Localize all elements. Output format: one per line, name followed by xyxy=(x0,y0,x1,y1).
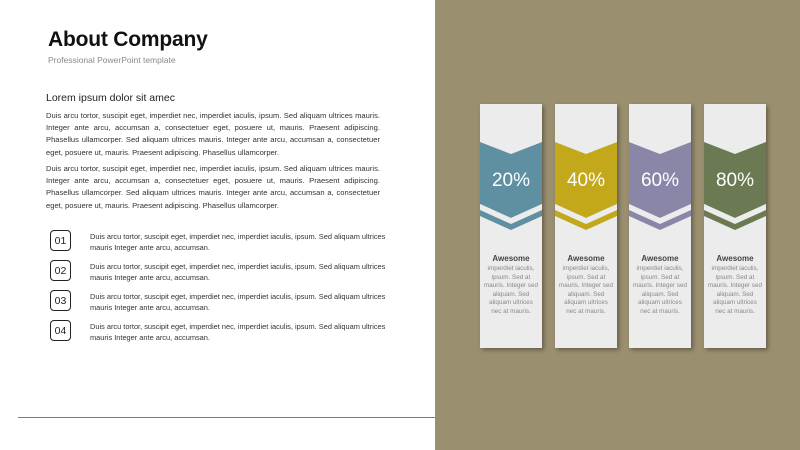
card-label: Awesome xyxy=(567,254,605,263)
list-item-text: Duis arcu tortor, suscipit eget, imperdiet nec, imperdiet iaculis, ipsum. Sed aliquam ultrices mauris Integer ante arcu, accumsan. xyxy=(90,292,386,312)
card-description: imperdiet iaculis, ipsum. Sed at mauris. Integer sed aliquam. Sed aliquam ultrices nec at mauris. xyxy=(708,265,762,315)
list-item-text: Duis arcu tortor, suscipit eget, imperdiet nec, imperdiet iaculis, ipsum. Sed aliquam ultrices mauris Integer ante arcu, accumsan. xyxy=(90,322,386,342)
section-heading: Lorem ipsum dolor sit amec xyxy=(46,92,175,104)
card-description: imperdiet iaculis, ipsum. Sed at mauris. Integer sed aliquam. Sed aliquam ultrices nec at mauris. xyxy=(633,265,687,315)
list-item xyxy=(50,290,390,316)
percentage-value: 20% xyxy=(491,170,531,191)
list-number-badge: 01 xyxy=(50,230,71,251)
list-number-badge: 04 xyxy=(50,320,71,341)
list-number-badge: 02 xyxy=(50,260,71,281)
list-item-text: Duis arcu tortor, suscipit eget, imperdiet nec, imperdiet iaculis, ipsum. Sed aliquam ultrices mauris Integer ante arcu, accumsan. xyxy=(90,232,386,252)
list-item-text: Duis arcu tortor, suscipit eget, imperdiet nec, imperdiet iaculis, ipsum. Sed aliquam ultrices mauris Integer ante arcu, accumsan. xyxy=(90,262,386,282)
bottom-divider xyxy=(18,417,435,418)
list-number-badge: 03 xyxy=(50,290,71,311)
body-paragraph-1: Duis arcu tortor, suscipit eget, imperdiet nec, imperdiet iaculis, ipsum. Sed aliquam ultrices mauris. Integer ante arcu, accumsan a, consectetuer eget, posuere ut, mauris. Praesent adipiscing. Phasellus ullamcorper. Sed aliquam ultrices mauris. Integer ante arcu, accumsan a, consectetuer eget, posuere ut, mauris. Praesent adipiscing. Phasellus ullamcorper. xyxy=(46,111,380,157)
card-description: imperdiet iaculis, ipsum. Sed at mauris. Integer sed aliquam. Sed aliquam ultrices nec at mauris. xyxy=(484,265,538,315)
page-subtitle: Professional PowerPoint template xyxy=(48,55,176,65)
percentage-card-2 xyxy=(555,104,617,348)
page-title: About Company xyxy=(48,28,208,51)
list-item xyxy=(50,320,390,346)
card-label: Awesome xyxy=(716,254,754,263)
body-paragraph-2: Duis arcu tortor, suscipit eget, imperdiet nec, imperdiet iaculis, ipsum. Sed aliquam ultrices mauris. Integer ante arcu, accumsan a, consectetuer eget, posuere ut, mauris. Praesent adipiscing. Phasellus ullamcorper. Sed aliquam ultrices mauris. Integer ante arcu, accumsan a, consectetuer eget, posuere ut, mauris. Praesent adipiscing. Phasellus ullamcorper. xyxy=(46,164,380,210)
percentage-value: 40% xyxy=(566,170,606,191)
percentage-value: 60% xyxy=(640,170,680,191)
list-item xyxy=(50,230,390,256)
percentage-value: 80% xyxy=(715,170,755,191)
card-label: Awesome xyxy=(641,254,679,263)
card-description: imperdiet iaculis, ipsum. Sed at mauris. Integer sed aliquam. Sed aliquam ultrices nec at mauris. xyxy=(559,265,613,315)
percentage-card-4 xyxy=(704,104,766,348)
percentage-card-3 xyxy=(629,104,691,348)
percentage-card-1 xyxy=(480,104,542,348)
card-label: Awesome xyxy=(492,254,530,263)
list-item xyxy=(50,260,390,286)
